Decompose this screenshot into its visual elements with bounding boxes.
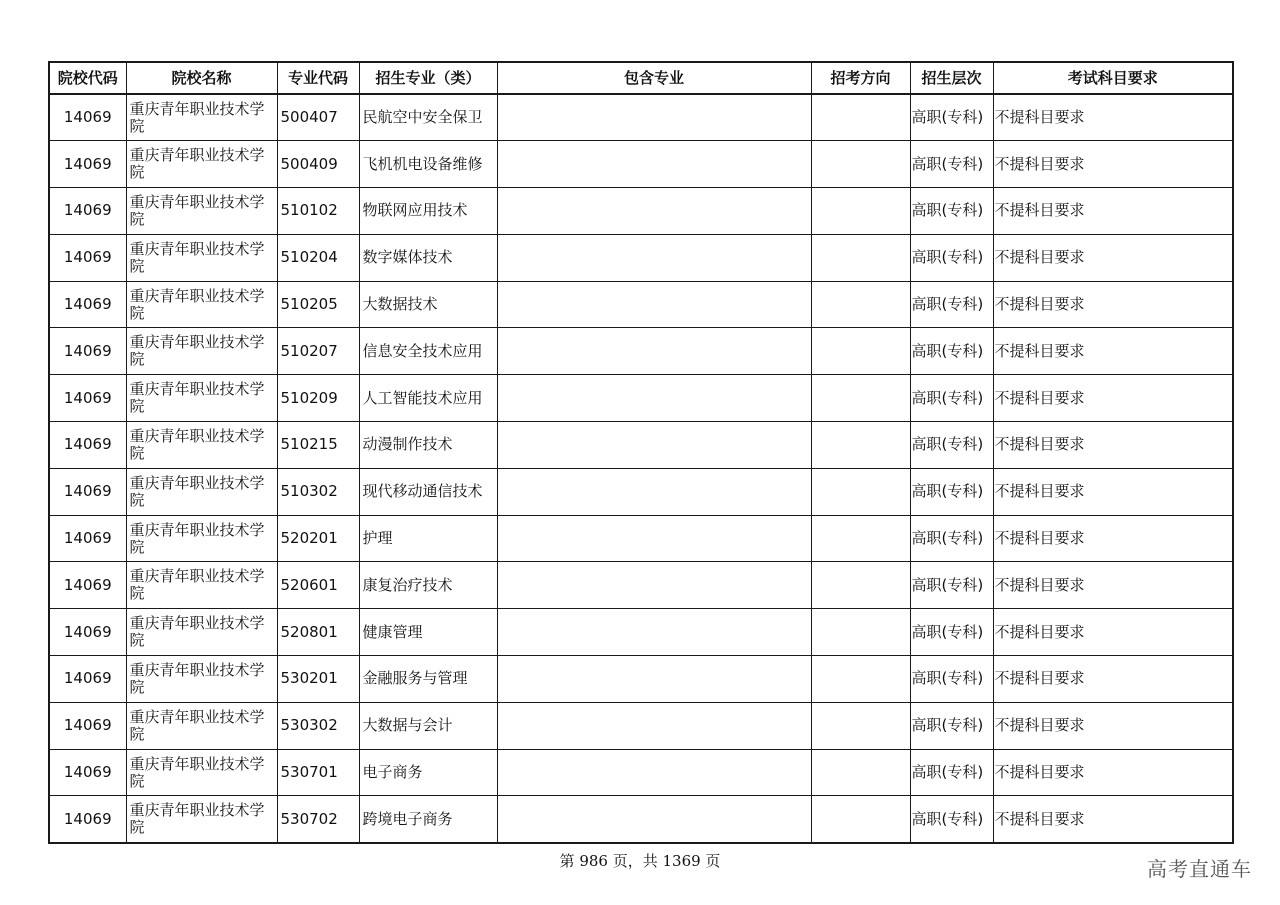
major-code-cell: 510204 xyxy=(277,234,359,281)
major-code-cell: 510102 xyxy=(277,188,359,235)
school-name-cell: 重庆青年职业技术学院 xyxy=(126,328,277,375)
school-code-cell: 14069 xyxy=(49,656,126,703)
included-majors-cell xyxy=(497,94,811,141)
watermark-text: 高考直通车 xyxy=(1147,857,1252,881)
major-name-cell: 物联网应用技术 xyxy=(359,188,497,235)
major-code-cell: 520201 xyxy=(277,515,359,562)
school-name-cell: 重庆青年职业技术学院 xyxy=(126,375,277,422)
school-name-cell: 重庆青年职业技术学院 xyxy=(126,515,277,562)
table-row xyxy=(49,141,1233,188)
subject-requirement-cell: 不提科目要求 xyxy=(993,234,1233,281)
level-cell: 高职(专科) xyxy=(910,422,993,469)
included-majors-cell xyxy=(497,609,811,656)
school-code-cell: 14069 xyxy=(49,188,126,235)
major-code-cell: 530702 xyxy=(277,796,359,843)
table-row xyxy=(49,234,1233,281)
school-name-cell: 重庆青年职业技术学院 xyxy=(126,656,277,703)
included-majors-cell xyxy=(497,749,811,796)
direction-cell xyxy=(811,749,910,796)
subject-requirement-cell: 不提科目要求 xyxy=(993,562,1233,609)
school-code-cell: 14069 xyxy=(49,562,126,609)
major-code-cell: 510207 xyxy=(277,328,359,375)
direction-cell xyxy=(811,328,910,375)
included-majors-cell xyxy=(497,422,811,469)
table-body xyxy=(49,94,1233,843)
header-included-majors: 包含专业 xyxy=(497,62,811,94)
school-name-cell: 重庆青年职业技术学院 xyxy=(126,94,277,141)
direction-cell xyxy=(811,234,910,281)
major-name-cell: 大数据与会计 xyxy=(359,702,497,749)
major-name-cell: 大数据技术 xyxy=(359,281,497,328)
header-subject-requirement: 考试科目要求 xyxy=(993,62,1233,94)
direction-cell xyxy=(811,656,910,703)
school-name-cell: 重庆青年职业技术学院 xyxy=(126,468,277,515)
included-majors-cell xyxy=(497,328,811,375)
school-name-cell: 重庆青年职业技术学院 xyxy=(126,281,277,328)
direction-cell xyxy=(811,515,910,562)
major-code-cell: 530302 xyxy=(277,702,359,749)
major-code-cell: 500409 xyxy=(277,141,359,188)
major-code-cell: 530201 xyxy=(277,656,359,703)
subject-requirement-cell: 不提科目要求 xyxy=(993,375,1233,422)
level-cell: 高职(专科) xyxy=(910,141,993,188)
table-row xyxy=(49,328,1233,375)
table-row xyxy=(49,796,1233,843)
included-majors-cell xyxy=(497,188,811,235)
header-school-code: 院校代码 xyxy=(49,62,126,94)
school-name-cell: 重庆青年职业技术学院 xyxy=(126,422,277,469)
major-code-cell: 500407 xyxy=(277,94,359,141)
school-code-cell: 14069 xyxy=(49,515,126,562)
school-name-cell: 重庆青年职业技术学院 xyxy=(126,562,277,609)
school-code-cell: 14069 xyxy=(49,749,126,796)
school-code-cell: 14069 xyxy=(49,468,126,515)
level-cell: 高职(专科) xyxy=(910,609,993,656)
level-cell: 高职(专科) xyxy=(910,468,993,515)
school-name-cell: 重庆青年职业技术学院 xyxy=(126,188,277,235)
table-row xyxy=(49,188,1233,235)
subject-requirement-cell: 不提科目要求 xyxy=(993,749,1233,796)
level-cell: 高职(专科) xyxy=(910,94,993,141)
direction-cell xyxy=(811,609,910,656)
school-name-cell: 重庆青年职业技术学院 xyxy=(126,234,277,281)
table-row xyxy=(49,749,1233,796)
subject-requirement-cell: 不提科目要求 xyxy=(993,656,1233,703)
level-cell: 高职(专科) xyxy=(910,656,993,703)
school-code-cell: 14069 xyxy=(49,141,126,188)
table-row xyxy=(49,375,1233,422)
major-name-cell: 人工智能技术应用 xyxy=(359,375,497,422)
school-code-cell: 14069 xyxy=(49,375,126,422)
major-name-cell: 飞机机电设备维修 xyxy=(359,141,497,188)
included-majors-cell xyxy=(497,562,811,609)
major-code-cell: 510205 xyxy=(277,281,359,328)
subject-requirement-cell: 不提科目要求 xyxy=(993,141,1233,188)
school-code-cell: 14069 xyxy=(49,609,126,656)
header-level: 招生层次 xyxy=(910,62,993,94)
school-name-cell: 重庆青年职业技术学院 xyxy=(126,749,277,796)
table-row xyxy=(49,422,1233,469)
subject-requirement-cell: 不提科目要求 xyxy=(993,468,1233,515)
subject-requirement-cell: 不提科目要求 xyxy=(993,515,1233,562)
level-cell: 高职(专科) xyxy=(910,749,993,796)
included-majors-cell xyxy=(497,375,811,422)
school-code-cell: 14069 xyxy=(49,94,126,141)
major-name-cell: 健康管理 xyxy=(359,609,497,656)
major-code-cell: 510302 xyxy=(277,468,359,515)
included-majors-cell xyxy=(497,141,811,188)
subject-requirement-cell: 不提科目要求 xyxy=(993,94,1233,141)
direction-cell xyxy=(811,422,910,469)
major-name-cell: 现代移动通信技术 xyxy=(359,468,497,515)
level-cell: 高职(专科) xyxy=(910,702,993,749)
school-code-cell: 14069 xyxy=(49,702,126,749)
school-code-cell: 14069 xyxy=(49,234,126,281)
included-majors-cell xyxy=(497,468,811,515)
table-row xyxy=(49,515,1233,562)
enrollment-table xyxy=(48,61,1234,844)
table-header-row xyxy=(49,62,1233,94)
subject-requirement-cell: 不提科目要求 xyxy=(993,328,1233,375)
level-cell: 高职(专科) xyxy=(910,234,993,281)
page-number: 第 986 页，共 1369 页 xyxy=(559,852,721,870)
major-code-cell: 520601 xyxy=(277,562,359,609)
major-name-cell: 康复治疗技术 xyxy=(359,562,497,609)
major-name-cell: 电子商务 xyxy=(359,749,497,796)
direction-cell xyxy=(811,562,910,609)
table-row xyxy=(49,609,1233,656)
table-row xyxy=(49,94,1233,141)
major-code-cell: 510209 xyxy=(277,375,359,422)
direction-cell xyxy=(811,281,910,328)
table-row xyxy=(49,702,1233,749)
school-code-cell: 14069 xyxy=(49,422,126,469)
included-majors-cell xyxy=(497,796,811,843)
school-code-cell: 14069 xyxy=(49,281,126,328)
header-direction: 招考方向 xyxy=(811,62,910,94)
subject-requirement-cell: 不提科目要求 xyxy=(993,281,1233,328)
direction-cell xyxy=(811,141,910,188)
included-majors-cell xyxy=(497,281,811,328)
major-name-cell: 金融服务与管理 xyxy=(359,656,497,703)
level-cell: 高职(专科) xyxy=(910,375,993,422)
table-row xyxy=(49,468,1233,515)
major-code-cell: 530701 xyxy=(277,749,359,796)
level-cell: 高职(专科) xyxy=(910,796,993,843)
major-name-cell: 数字媒体技术 xyxy=(359,234,497,281)
major-code-cell: 520801 xyxy=(277,609,359,656)
major-name-cell: 信息安全技术应用 xyxy=(359,328,497,375)
direction-cell xyxy=(811,796,910,843)
included-majors-cell xyxy=(497,656,811,703)
school-code-cell: 14069 xyxy=(49,328,126,375)
level-cell: 高职(专科) xyxy=(910,515,993,562)
header-school-name: 院校名称 xyxy=(126,62,277,94)
direction-cell xyxy=(811,94,910,141)
table-row xyxy=(49,562,1233,609)
included-majors-cell xyxy=(497,702,811,749)
level-cell: 高职(专科) xyxy=(910,281,993,328)
level-cell: 高职(专科) xyxy=(910,188,993,235)
level-cell: 高职(专科) xyxy=(910,328,993,375)
school-name-cell: 重庆青年职业技术学院 xyxy=(126,796,277,843)
school-name-cell: 重庆青年职业技术学院 xyxy=(126,141,277,188)
school-code-cell: 14069 xyxy=(49,796,126,843)
direction-cell xyxy=(811,375,910,422)
major-name-cell: 跨境电子商务 xyxy=(359,796,497,843)
school-name-cell: 重庆青年职业技术学院 xyxy=(126,609,277,656)
included-majors-cell xyxy=(497,515,811,562)
major-code-cell: 510215 xyxy=(277,422,359,469)
direction-cell xyxy=(811,188,910,235)
major-name-cell: 民航空中安全保卫 xyxy=(359,94,497,141)
level-cell: 高职(专科) xyxy=(910,562,993,609)
subject-requirement-cell: 不提科目要求 xyxy=(993,188,1233,235)
header-major-name: 招生专业（类） xyxy=(359,62,497,94)
table-row xyxy=(49,656,1233,703)
major-name-cell: 护理 xyxy=(359,515,497,562)
table-row xyxy=(49,281,1233,328)
included-majors-cell xyxy=(497,234,811,281)
header-major-code: 专业代码 xyxy=(277,62,359,94)
subject-requirement-cell: 不提科目要求 xyxy=(993,796,1233,843)
direction-cell xyxy=(811,468,910,515)
subject-requirement-cell: 不提科目要求 xyxy=(993,422,1233,469)
direction-cell xyxy=(811,702,910,749)
subject-requirement-cell: 不提科目要求 xyxy=(993,609,1233,656)
subject-requirement-cell: 不提科目要求 xyxy=(993,702,1233,749)
school-name-cell: 重庆青年职业技术学院 xyxy=(126,702,277,749)
major-name-cell: 动漫制作技术 xyxy=(359,422,497,469)
